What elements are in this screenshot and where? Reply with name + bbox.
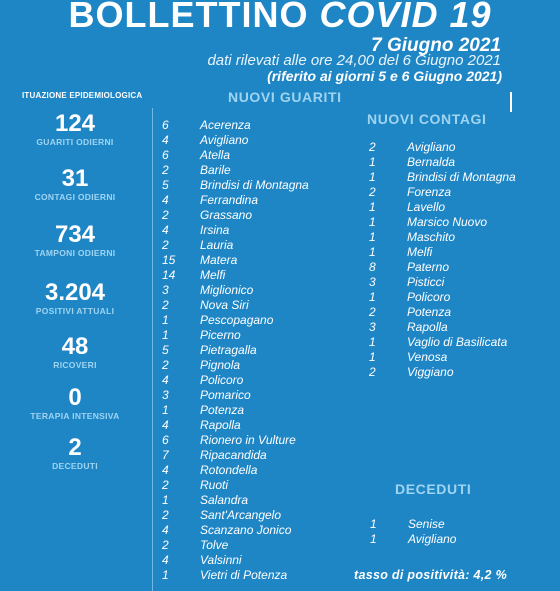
municipality-name: Pignola bbox=[200, 358, 241, 372]
list-item bbox=[160, 268, 309, 283]
list-item bbox=[367, 245, 516, 260]
contagi-heading: NUOVI CONTAGI bbox=[367, 111, 487, 127]
list-item bbox=[160, 358, 309, 373]
case-count: 4 bbox=[162, 223, 169, 237]
list-item bbox=[160, 373, 309, 388]
bulletin-title bbox=[0, 0, 560, 36]
bulletin-date: 7 Giugno 2021 bbox=[371, 35, 501, 56]
stat-label: TERAPIA INTENSIVA bbox=[30, 411, 120, 421]
municipality-name: Picerno bbox=[200, 328, 241, 342]
case-count: 8 bbox=[369, 260, 376, 274]
list-item bbox=[160, 163, 309, 178]
list-item bbox=[160, 508, 309, 523]
stat-label: RICOVERI bbox=[53, 360, 97, 370]
list-item bbox=[160, 148, 309, 163]
municipality-name: Atella bbox=[200, 148, 231, 162]
list-item bbox=[367, 230, 516, 245]
stat-guariti-odierni bbox=[0, 112, 150, 148]
list-item bbox=[160, 133, 309, 148]
stat-value: 734 bbox=[54, 221, 96, 248]
municipality-name: Vaglio di Basilicata bbox=[407, 335, 508, 349]
municipality-name: Grassano bbox=[200, 208, 253, 222]
case-count: 1 bbox=[162, 328, 169, 342]
stat-value: 3.204 bbox=[44, 279, 106, 306]
case-count: 1 bbox=[369, 230, 376, 244]
case-count: 4 bbox=[162, 463, 169, 477]
list-item bbox=[160, 463, 309, 478]
list-item bbox=[368, 532, 456, 547]
case-count: 1 bbox=[369, 245, 376, 259]
list-item bbox=[367, 365, 516, 380]
case-count: 2 bbox=[162, 208, 169, 222]
list-item bbox=[160, 568, 309, 583]
municipality-name: Acerenza bbox=[200, 118, 251, 132]
case-count: 6 bbox=[162, 118, 169, 132]
column-divider bbox=[152, 108, 153, 591]
municipality-name: Maschito bbox=[407, 230, 456, 244]
municipality-name: Venosa bbox=[407, 350, 448, 364]
municipality-name: Nova Siri bbox=[200, 298, 249, 312]
municipality-name: Avigliano bbox=[200, 133, 249, 147]
municipality-name: Policoro bbox=[407, 290, 451, 304]
case-count: 1 bbox=[370, 517, 377, 531]
case-count: 4 bbox=[162, 373, 169, 387]
list-item bbox=[160, 118, 309, 133]
municipality-name: Scanzano Jonico bbox=[200, 523, 292, 537]
case-count: 4 bbox=[162, 553, 169, 567]
list-item bbox=[160, 223, 309, 238]
case-count: 1 bbox=[369, 155, 376, 169]
case-count: 1 bbox=[369, 290, 376, 304]
municipality-name: Lauria bbox=[200, 238, 234, 252]
municipality-name: Lavello bbox=[407, 200, 446, 214]
municipality-name: Matera bbox=[200, 253, 238, 267]
case-count: 1 bbox=[162, 403, 169, 417]
contagi-list bbox=[367, 140, 516, 380]
case-count: 7 bbox=[162, 448, 169, 462]
list-item bbox=[160, 448, 309, 463]
list-item bbox=[367, 275, 516, 290]
stat-value: 48 bbox=[61, 333, 89, 360]
deceduti-list bbox=[368, 517, 456, 547]
case-count: 2 bbox=[162, 358, 169, 372]
municipality-name: Ripacandida bbox=[200, 448, 267, 462]
municipality-name: Brindisi di Montagna bbox=[200, 178, 309, 192]
bulletin-note: (riferito ai giorni 5 e 6 Giugno 2021) bbox=[267, 68, 502, 84]
municipality-name: Senise bbox=[408, 517, 445, 531]
list-item bbox=[367, 185, 516, 200]
stat-value: 124 bbox=[54, 110, 96, 137]
case-count: 3 bbox=[162, 283, 169, 297]
stat-contagi-odierni bbox=[0, 167, 150, 203]
list-item bbox=[160, 298, 309, 313]
stat-ricoveri bbox=[0, 335, 150, 371]
municipality-name: Sant'Arcangelo bbox=[200, 508, 282, 522]
stat-label: GUARITI ODIERNI bbox=[36, 137, 114, 147]
municipality-name: Potenza bbox=[200, 403, 245, 417]
list-item bbox=[367, 305, 516, 320]
list-item bbox=[160, 238, 309, 253]
municipality-name: Melfi bbox=[407, 245, 433, 259]
case-count: 1 bbox=[369, 170, 376, 184]
guariti-list bbox=[160, 118, 309, 583]
case-count: 4 bbox=[162, 133, 169, 147]
list-item bbox=[367, 335, 516, 350]
deceduti-heading: DECEDUTI bbox=[395, 481, 472, 497]
municipality-name: Pescopagano bbox=[200, 313, 274, 327]
case-count: 6 bbox=[162, 148, 169, 162]
stat-label: TAMPONI ODIERNI bbox=[34, 248, 116, 258]
list-item bbox=[368, 517, 456, 532]
case-count: 1 bbox=[162, 493, 169, 507]
list-item bbox=[160, 478, 309, 493]
municipality-name: Pomarico bbox=[200, 388, 251, 402]
case-count: 5 bbox=[162, 343, 169, 357]
case-count: 4 bbox=[162, 418, 169, 432]
list-item bbox=[367, 200, 516, 215]
case-count: 4 bbox=[162, 193, 169, 207]
list-item bbox=[160, 343, 309, 358]
list-item bbox=[367, 320, 516, 335]
list-item bbox=[160, 418, 309, 433]
stat-deceduti bbox=[0, 436, 150, 472]
list-item bbox=[160, 253, 309, 268]
positivity-rate: tasso di positività: 4,2 % bbox=[354, 568, 507, 582]
municipality-name: Bernalda bbox=[407, 155, 456, 169]
case-count: 5 bbox=[162, 178, 169, 192]
stat-label: POSITIVI ATTUALI bbox=[35, 306, 115, 316]
list-item bbox=[160, 283, 309, 298]
list-item bbox=[160, 193, 309, 208]
list-item bbox=[367, 215, 516, 230]
municipality-name: Rionero in Vulture bbox=[200, 433, 296, 447]
case-count: 1 bbox=[162, 313, 169, 327]
case-count: 2 bbox=[162, 163, 169, 177]
case-count: 2 bbox=[369, 185, 376, 199]
municipality-name: Policoro bbox=[200, 373, 244, 387]
bulletin-subtitle: dati rilevati alle ore 24,00 del 6 Giugno 2021 bbox=[207, 52, 501, 69]
municipality-name: Potenza bbox=[407, 305, 452, 319]
case-count: 2 bbox=[369, 365, 376, 379]
list-item bbox=[367, 140, 516, 155]
municipality-name: Avigliano bbox=[407, 140, 456, 154]
list-item bbox=[160, 433, 309, 448]
municipality-name: Vietri di Potenza bbox=[200, 568, 288, 582]
municipality-name: Ferrandina bbox=[200, 193, 259, 207]
municipality-name: Salandra bbox=[200, 493, 249, 507]
stat-positivi-attuali bbox=[0, 281, 150, 317]
list-item bbox=[367, 290, 516, 305]
municipality-name: Forenza bbox=[407, 185, 452, 199]
municipality-name: Brindisi di Montagna bbox=[407, 170, 516, 184]
municipality-name: Rapolla bbox=[407, 320, 448, 334]
list-item bbox=[160, 403, 309, 418]
case-count: 1 bbox=[369, 350, 376, 364]
stat-value: 2 bbox=[68, 434, 82, 461]
case-count: 1 bbox=[369, 200, 376, 214]
municipality-name: Pisticci bbox=[407, 275, 445, 289]
case-count: 2 bbox=[162, 298, 169, 312]
stat-value: 0 bbox=[68, 384, 82, 411]
list-item bbox=[367, 350, 516, 365]
case-count: 2 bbox=[162, 238, 169, 252]
case-count: 3 bbox=[369, 275, 376, 289]
case-count: 2 bbox=[162, 478, 169, 492]
list-item bbox=[367, 170, 516, 185]
municipality-name: Irsina bbox=[200, 223, 230, 237]
municipality-name: Miglionico bbox=[200, 283, 254, 297]
case-count: 1 bbox=[369, 335, 376, 349]
case-count: 2 bbox=[369, 305, 376, 319]
case-count: 1 bbox=[369, 215, 376, 229]
municipality-name: Viggiano bbox=[407, 365, 454, 379]
case-count: 2 bbox=[162, 538, 169, 552]
municipality-name: Pietragalla bbox=[200, 343, 257, 357]
list-item bbox=[160, 553, 309, 568]
municipality-name: Ruoti bbox=[200, 478, 229, 492]
municipality-name: Avigliano bbox=[408, 532, 457, 546]
municipality-name: Paterno bbox=[407, 260, 450, 274]
list-item bbox=[160, 178, 309, 193]
case-count: 1 bbox=[162, 568, 169, 582]
bulletin-title-covid: COVID 19 bbox=[319, 0, 492, 35]
case-count: 3 bbox=[162, 388, 169, 402]
stat-terapia-intensiva bbox=[0, 386, 150, 422]
case-count: 4 bbox=[162, 523, 169, 537]
municipality-name: Valsinni bbox=[200, 553, 242, 567]
sidebar-title: ITUAZIONE EPIDEMIOLOGICA bbox=[22, 91, 143, 100]
stat-tamponi-odierni bbox=[0, 223, 150, 259]
list-item bbox=[160, 538, 309, 553]
case-count: 1 bbox=[370, 532, 377, 546]
stat-label: CONTAGI ODIERNI bbox=[34, 192, 116, 202]
case-count: 6 bbox=[162, 433, 169, 447]
case-count: 14 bbox=[162, 268, 176, 282]
municipality-name: Rotondella bbox=[200, 463, 258, 477]
list-item bbox=[160, 328, 309, 343]
guariti-heading: NUOVI GUARITI bbox=[228, 89, 342, 105]
municipality-name: Marsico Nuovo bbox=[407, 215, 488, 229]
list-item bbox=[367, 260, 516, 275]
bulletin-title-prefix: BOLLETTINO bbox=[68, 0, 320, 35]
stat-label: DECEDUTI bbox=[52, 461, 98, 471]
case-count: 2 bbox=[162, 508, 169, 522]
list-item bbox=[160, 313, 309, 328]
case-count: 15 bbox=[162, 253, 176, 267]
list-item bbox=[160, 523, 309, 538]
municipality-name: Melfi bbox=[200, 268, 226, 282]
list-item bbox=[160, 388, 309, 403]
text-cursor bbox=[510, 92, 512, 112]
municipality-name: Rapolla bbox=[200, 418, 241, 432]
case-count: 2 bbox=[369, 140, 376, 154]
municipality-name: Tolve bbox=[200, 538, 229, 552]
list-item bbox=[160, 493, 309, 508]
list-item bbox=[367, 155, 516, 170]
list-item bbox=[160, 208, 309, 223]
stat-value: 31 bbox=[61, 165, 89, 192]
municipality-name: Barile bbox=[200, 163, 231, 177]
case-count: 3 bbox=[369, 320, 376, 334]
